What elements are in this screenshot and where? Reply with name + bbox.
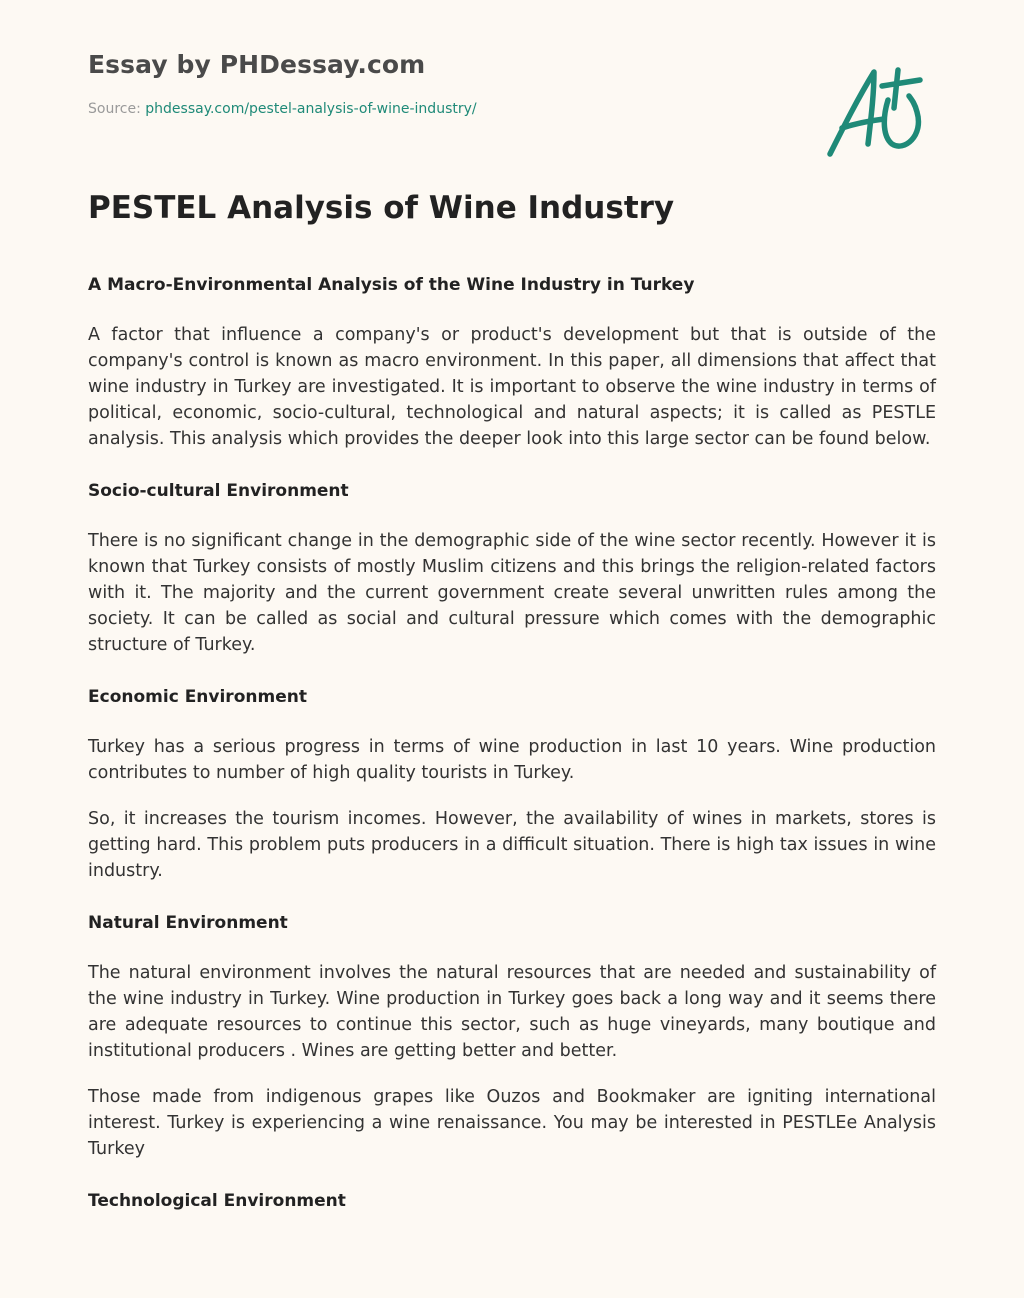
section-heading: Socio-cultural Environment [88,481,349,501]
section-heading: Economic Environment [88,687,307,707]
source-line [88,101,477,117]
paragraph: Turkey has a serious progress in terms of wine production in last 10 years. Wine production contributes to number of high quality tourists in Turkey. [88,737,936,783]
essay-body [88,272,936,1238]
a-plus-logo-icon [824,64,928,164]
paragraph: Those made from indigenous grapes like Ouzos and Bookmaker are igniting international interest. Turkey is experiencing a wine renaissance. You may be interested in PESTLEe Analysis Turkey [88,1087,936,1159]
site-brand: Essay by PHDessay.com [88,50,426,79]
source-label: Source: [88,101,146,117]
section-heading: Technological Environment [88,1191,346,1211]
paragraph: So, it increases the tourism incomes. However, the availability of wines in markets, stores is getting hard. This problem puts producers in a difficult situation. There is high tax issues in wine industry. [88,809,936,881]
source-link[interactable]: phdessay.com/pestel-analysis-of-wine-industry/ [145,101,477,117]
paragraph: There is no significant change in the demographic side of the wine sector recently. However it is known that Turkey consists of mostly Muslim citizens and this brings the religion-related factors with it. The majority and the current government create several unwritten rules among the society. It can be called as social and cultural pressure which comes with the demographic structure of Turkey. [88,531,936,655]
section-heading: A Macro-Environmental Analysis of the Wine Industry in Turkey [88,275,695,295]
paragraph: A factor that influence a company's or product's development but that is outside of the company's control is known as macro environment. In this paper, all dimensions that affect that wine industry in Turkey are investigated. It is important to observe the wine industry in terms of political, economic, socio-cultural, technological and natural aspects; it is called as PESTLE analysis. This analysis which provides the deeper look into this large sector can be found below. [88,325,936,449]
paragraph: The natural environment involves the natural resources that are needed and sustainability of the wine industry in Turkey. Wine production in Turkey goes back a long way and it seems there are adequate resources to continue this sector, such as huge vineyards, many boutique and institutional producers . Wines are getting better and better. [88,963,936,1061]
essay-title: PESTEL Analysis of Wine Industry [88,190,675,226]
section-heading: Natural Environment [88,913,288,933]
